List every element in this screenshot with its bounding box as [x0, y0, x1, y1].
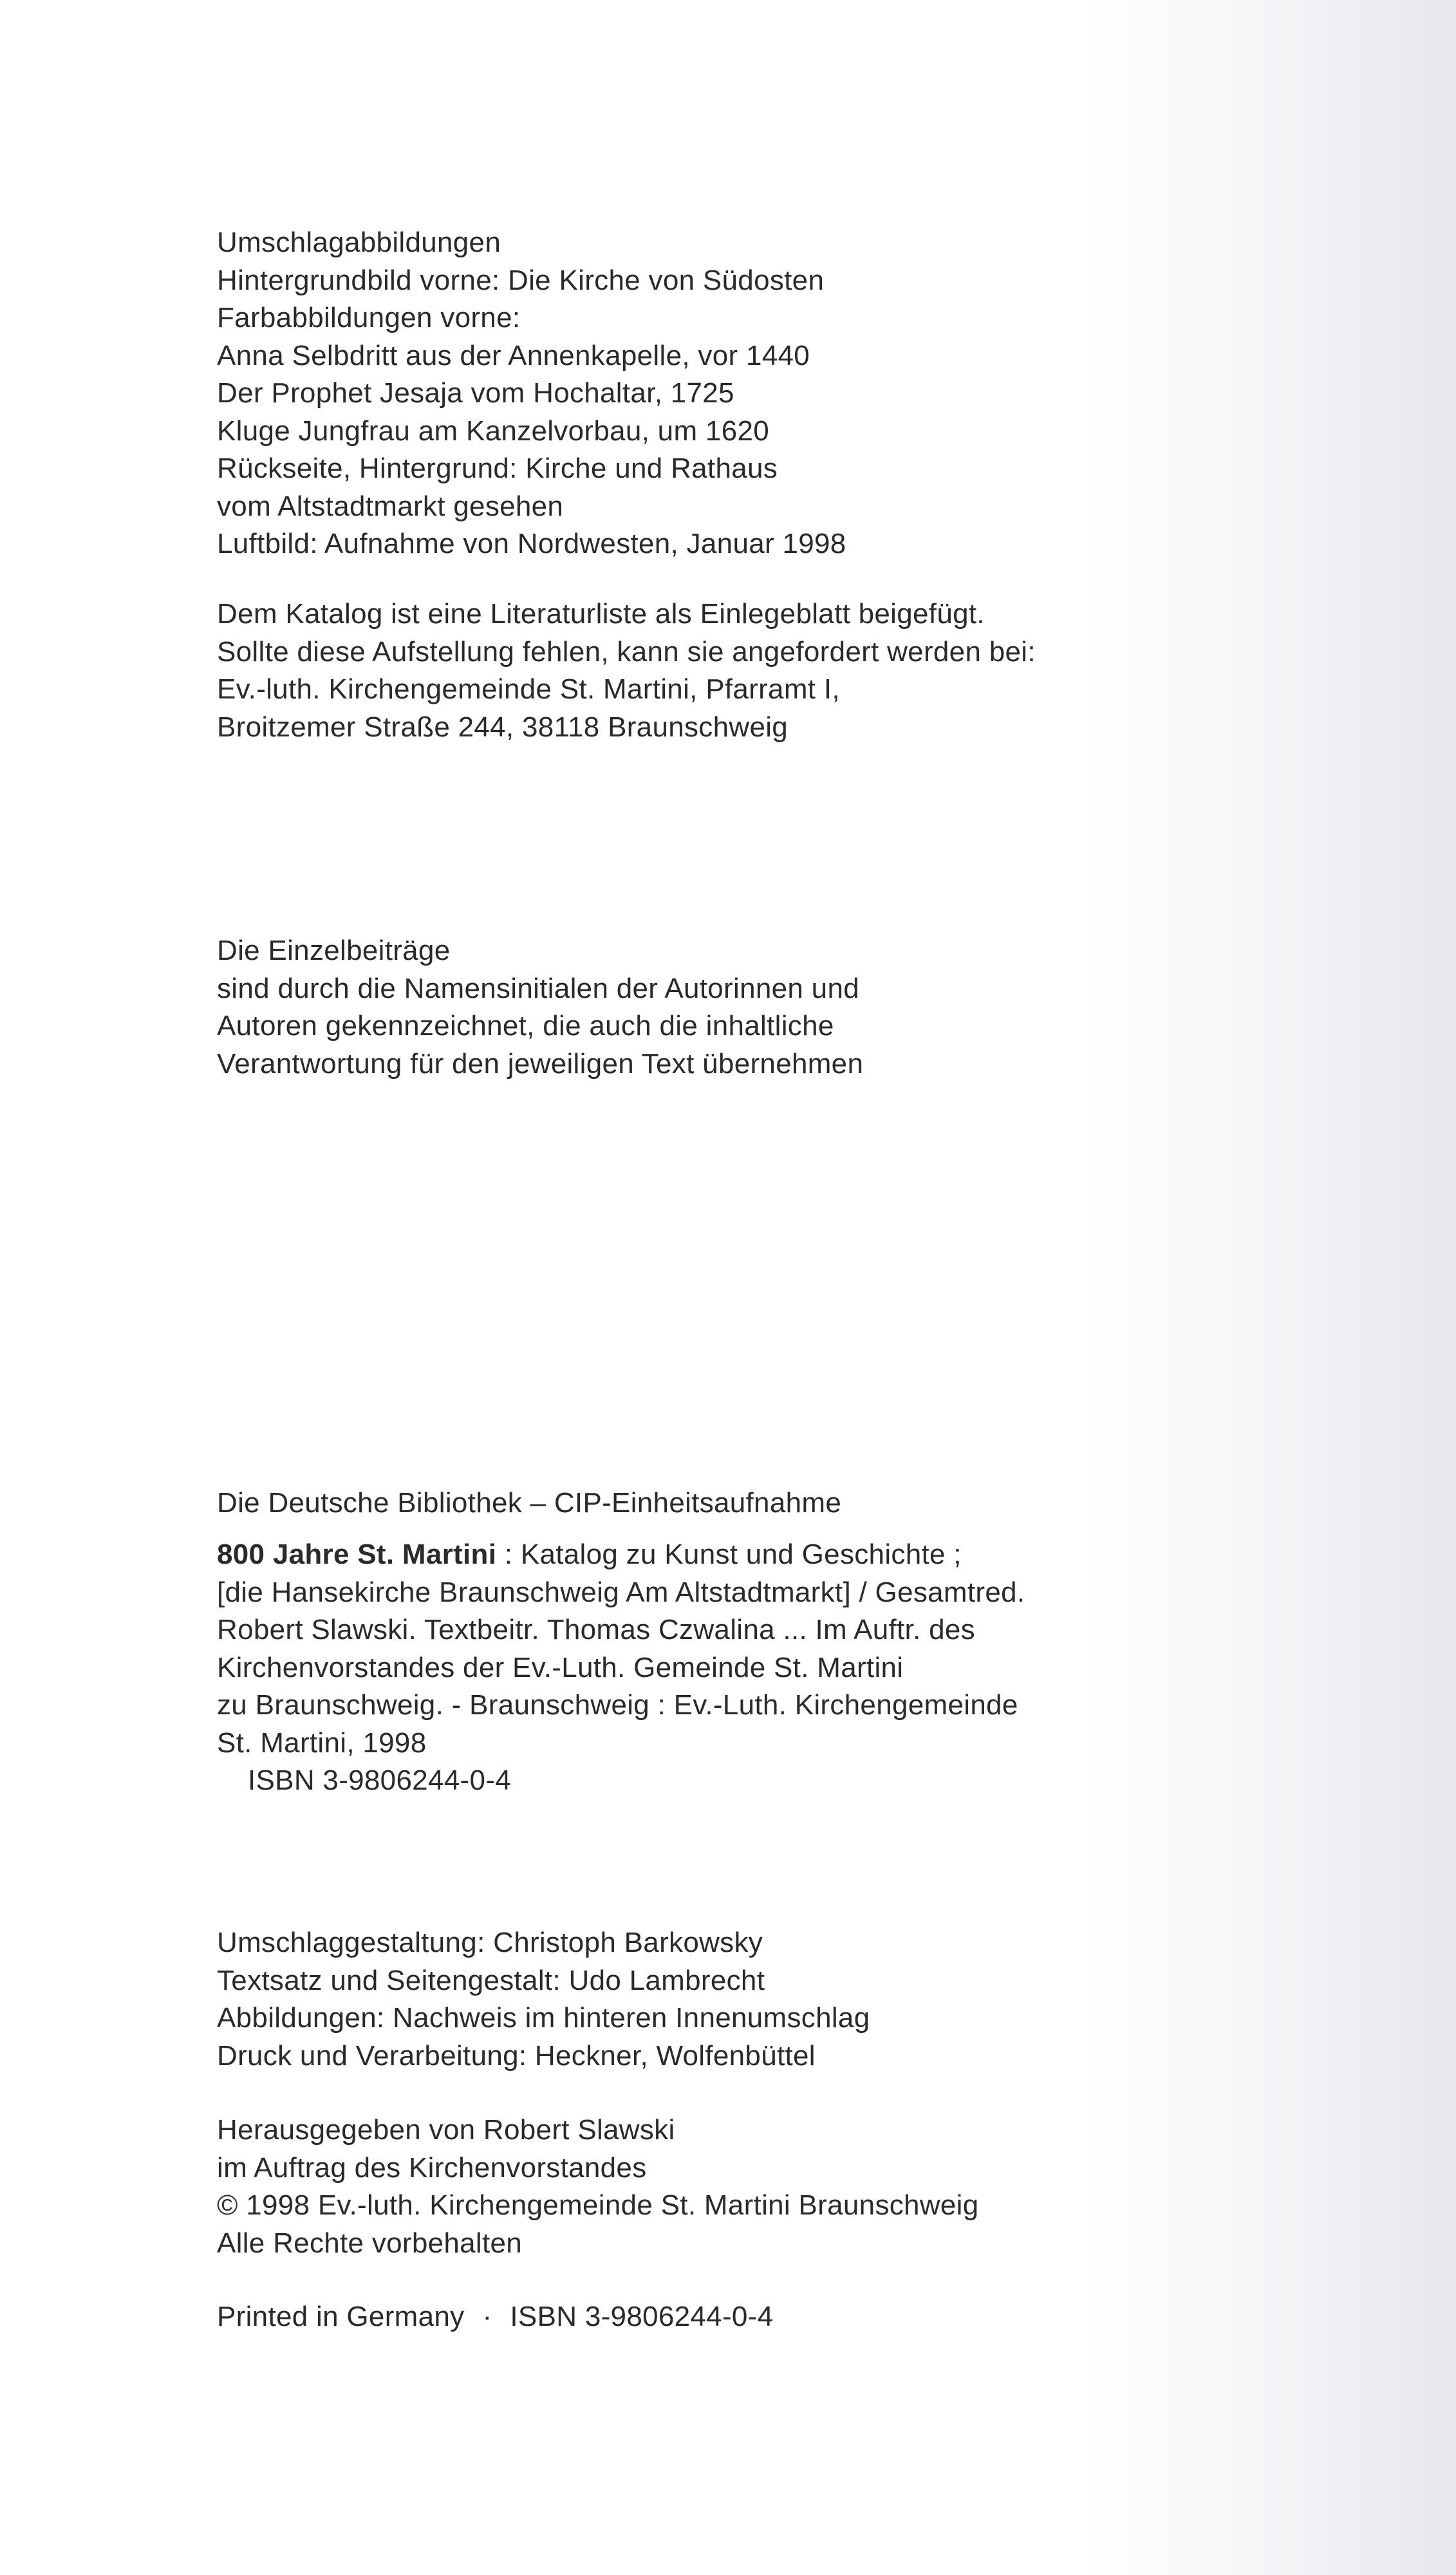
copyright-line: © 1998 Ev.-luth. Kirchengemeinde St. Martini Braunschweig [217, 2189, 979, 2221]
cover-illustrations-line: Anna Selbdritt aus der Annenkapelle, vor 1440 [217, 339, 810, 371]
cip-header: Die Deutsche Bibliothek – CIP-Einheitsaufnahme [217, 1487, 842, 1519]
literature-note-section [217, 595, 1182, 746]
publisher-line: im Auftrag des Kirchenvorstandes [217, 2151, 647, 2184]
cover-illustrations-line: Rückseite, Hintergrund: Kirche und Rathaus [217, 453, 778, 484]
cip-entry-line: Robert Slawski. Textbeitr. Thomas Czwalina ... Im Auftr. des [217, 1614, 975, 1645]
printed-in-label: Printed in Germany [217, 2301, 465, 2332]
cip-isbn: ISBN 3-9806244-0-4 [248, 1765, 511, 1796]
cip-title-line [217, 1536, 1182, 1574]
contributions-note-line: sind durch die Namensinitialen der Autorinnen und [217, 972, 859, 1004]
cip-entry-line: St. Martini, 1998 [217, 1727, 427, 1759]
cip-entry-section [217, 1536, 1182, 1800]
cover-illustrations-section [217, 224, 1182, 563]
publisher-line: Herausgegeben von Robert Slawski [217, 2114, 675, 2146]
contributions-note-line: Autoren gekennzeichnet, die auch die inhaltliche [217, 1010, 834, 1042]
cover-illustrations-line: Farbabbildungen vorne: [217, 302, 521, 333]
credits-line: Umschlaggestaltung: Christoph Barkowsky [217, 1927, 763, 1958]
cip-header-section [217, 1484, 1182, 1522]
footer-isbn: ISBN 3-9806244-0-4 [510, 2301, 774, 2332]
separator-dot: · [482, 2301, 492, 2332]
credits-line: Druck und Verarbeitung: Heckner, Wolfenbüttel [217, 2039, 816, 2072]
printed-footer-line [217, 2298, 1182, 2336]
cover-illustrations-line: Luftbild: Aufnahme von Nordwesten, Januar 1998 [217, 528, 846, 559]
literature-note-line: Dem Katalog ist eine Literaturliste als Einlegeblatt beigefügt. [217, 598, 985, 630]
literature-note-line: Sollte diese Aufstellung fehlen, kann sie angefordert werden bei: [217, 635, 1036, 668]
rights-line: Alle Rechte vorbehalten [217, 2227, 523, 2259]
literature-note-line: Broitzemer Straße 244, 38118 Braunschweig [217, 711, 789, 743]
credits-line: Textsatz und Seitengestalt: Udo Lambrecht [217, 1964, 765, 1996]
cover-illustrations-line: Der Prophet Jesaja vom Hochaltar, 1725 [217, 377, 734, 409]
publisher-section [217, 2112, 1182, 2262]
credits-section [217, 1924, 1182, 2075]
cip-entry-line: [die Hansekirche Braunschweig Am Altstadtmarkt] / Gesamtred. [217, 1576, 1025, 1608]
cover-illustrations-line: Kluge Jungfrau am Kanzelvorbau, um 1620 [217, 415, 770, 447]
cip-entry-line: zu Braunschweig. - Braunschweig : Ev.-Luth. Kirchengemeinde [217, 1689, 1018, 1721]
cover-illustrations-line: Hintergrundbild vorne: Die Kirche von Südosten [217, 264, 825, 296]
contributions-note-section [217, 932, 1182, 1083]
contributions-note-line: Die Einzelbeiträge [217, 935, 451, 966]
cover-illustrations-line: vom Altstadtmarkt gesehen [217, 490, 564, 522]
cover-illustrations-heading: Umschlagabbildungen [217, 227, 501, 258]
cip-entry-line: Kirchenvorstandes der Ev.-Luth. Gemeinde St. Martini [217, 1651, 904, 1683]
literature-note-line: Ev.-luth. Kirchengemeinde St. Martini, Pfarramt I, [217, 673, 840, 705]
contributions-note-line: Verantwortung für den jeweiligen Text übernehmen [217, 1047, 864, 1080]
cip-title-rest: : Katalog zu Kunst und Geschichte ; [496, 1539, 962, 1570]
cip-title-bold: 800 Jahre St. Martini [217, 1539, 497, 1570]
credits-line: Abbildungen: Nachweis im hinteren Innenumschlag [217, 2002, 870, 2034]
printed-footer-section [217, 2298, 1182, 2336]
